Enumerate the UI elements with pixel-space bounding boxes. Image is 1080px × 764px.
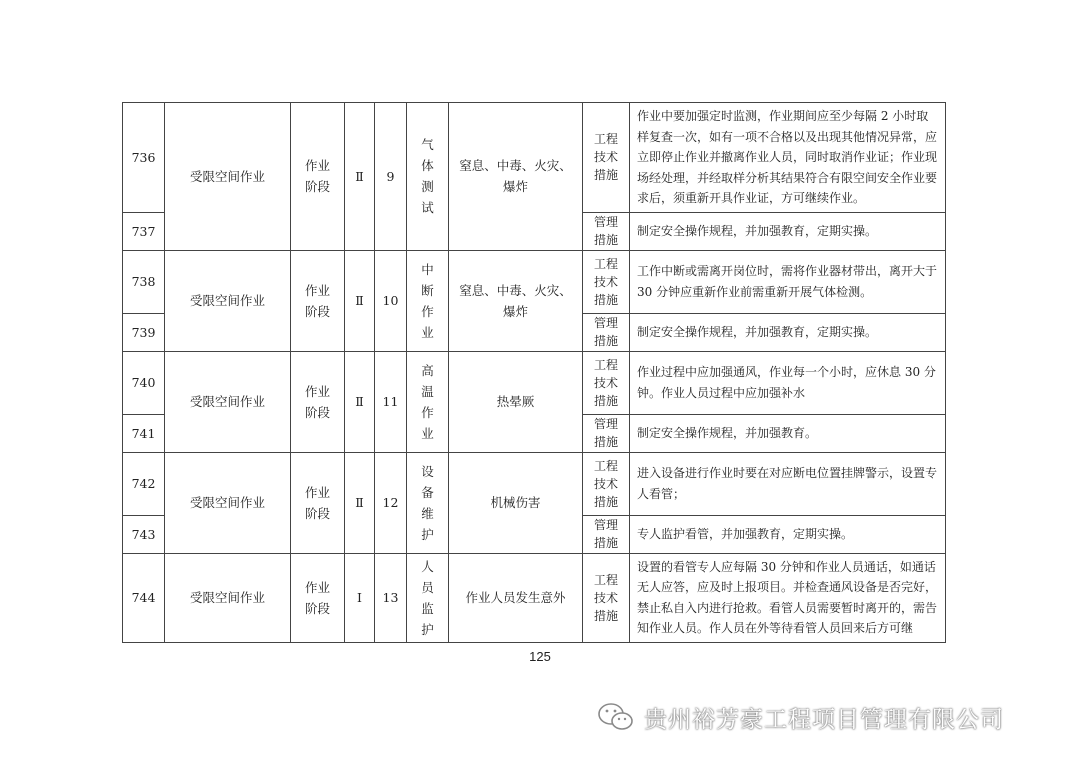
engineering-measure-text: 设置的看管专人应每隔 30 分钟和作业人员通话，如通话无人应答，应及时上报项目。并检查通风设备是否完好，禁止私自入内进行抢救。看管人员需要暂时离开的，需告知作业人员。作人员在外等待看管人员回来后方可继: [630, 553, 946, 642]
task-cell: 设备维护: [407, 452, 449, 553]
task-cell: 高温作业: [407, 351, 449, 452]
table-row: [123, 553, 946, 642]
stage-cell: 作业阶段: [291, 351, 345, 452]
measure-type-management: 管理措施: [583, 313, 630, 351]
row-number: 740: [123, 351, 165, 414]
step-cell: 10: [375, 250, 407, 351]
hazard-cell: 机械伤害: [449, 452, 583, 553]
row-number: 743: [123, 515, 165, 553]
engineering-measure-text: 工作中断或需离开岗位时，需将作业器材带出，离开大于 30 分钟应重新作业前需重新开展气体检测。: [630, 250, 946, 313]
row-number: 744: [123, 553, 165, 642]
engineering-measure-text: 作业中要加强定时监测，作业期间应至少每隔 2 小时取样复查一次，如有一项不合格以及出现其他情况异常，应立即停止作业并撤离作业人员，同时取消作业证；作业现场经处理，并经取样分析其结果符合有限空间安全作业要求后，须重新开具作业证，方可继续作业。: [630, 103, 946, 213]
table-row: [123, 103, 946, 213]
watermark-text: 贵州裕芳豪工程项目管理有限公司: [644, 706, 1004, 733]
measure-type-engineering: 工程技术措施: [583, 351, 630, 414]
management-measure-text: 制定安全操作规程，并加强教育，定期实操。: [630, 313, 946, 351]
measure-type-management: 管理措施: [583, 515, 630, 553]
step-cell: 11: [375, 351, 407, 452]
table-row: [123, 351, 946, 414]
engineering-measure-text: 进入设备进行作业时要在对应断电位置挂牌警示，设置专人看管；: [630, 452, 946, 515]
table-row: [123, 452, 946, 515]
task-cell: 气体测试: [407, 103, 449, 251]
level-cell: Ⅰ: [345, 553, 375, 642]
operation-cell: 受限空间作业: [165, 351, 291, 452]
row-number: 741: [123, 414, 165, 452]
operation-cell: 受限空间作业: [165, 103, 291, 251]
level-cell: Ⅱ: [345, 452, 375, 553]
measure-type-engineering: 工程技术措施: [583, 553, 630, 642]
task-cell: 人员监护: [407, 553, 449, 642]
measure-type-engineering: 工程技术措施: [583, 452, 630, 515]
measure-type-management: 管理措施: [583, 212, 630, 250]
row-number: 737: [123, 212, 165, 250]
watermark: [596, 699, 1004, 735]
engineering-measure-text: 作业过程中应加强通风，作业每一个小时，应休息 30 分钟。作业人员过程中应加强补水: [630, 351, 946, 414]
operation-cell: 受限空间作业: [165, 553, 291, 642]
stage-cell: 作业阶段: [291, 452, 345, 553]
step-cell: 9: [375, 103, 407, 251]
management-measure-text: 专人监护看管，并加强教育，定期实操。: [630, 515, 946, 553]
row-number: 738: [123, 250, 165, 313]
operation-cell: 受限空间作业: [165, 250, 291, 351]
page-number: 125: [529, 649, 551, 664]
hazard-cell: 窒息、中毒、火灾、爆炸: [449, 103, 583, 251]
measure-type-engineering: 工程技术措施: [583, 103, 630, 213]
stage-cell: 作业阶段: [291, 103, 345, 251]
hazard-cell: 窒息、中毒、火灾、爆炸: [449, 250, 583, 351]
measure-type-management: 管理措施: [583, 414, 630, 452]
level-cell: Ⅱ: [345, 250, 375, 351]
management-measure-text: 制定安全操作规程，并加强教育，定期实操。: [630, 212, 946, 250]
wechat-icon: [596, 700, 636, 734]
row-number: 742: [123, 452, 165, 515]
row-number: 736: [123, 103, 165, 213]
hazard-cell: 热晕厥: [449, 351, 583, 452]
management-measure-text: 制定安全操作规程，并加强教育。: [630, 414, 946, 452]
level-cell: Ⅱ: [345, 351, 375, 452]
table-row: [123, 250, 946, 313]
hazard-cell: 作业人员发生意外: [449, 553, 583, 642]
step-cell: 13: [375, 553, 407, 642]
task-cell: 中断作业: [407, 250, 449, 351]
row-number: 739: [123, 313, 165, 351]
risk-measures-table: [122, 102, 946, 643]
measure-type-engineering: 工程技术措施: [583, 250, 630, 313]
level-cell: Ⅱ: [345, 103, 375, 251]
stage-cell: 作业阶段: [291, 553, 345, 642]
operation-cell: 受限空间作业: [165, 452, 291, 553]
step-cell: 12: [375, 452, 407, 553]
stage-cell: 作业阶段: [291, 250, 345, 351]
